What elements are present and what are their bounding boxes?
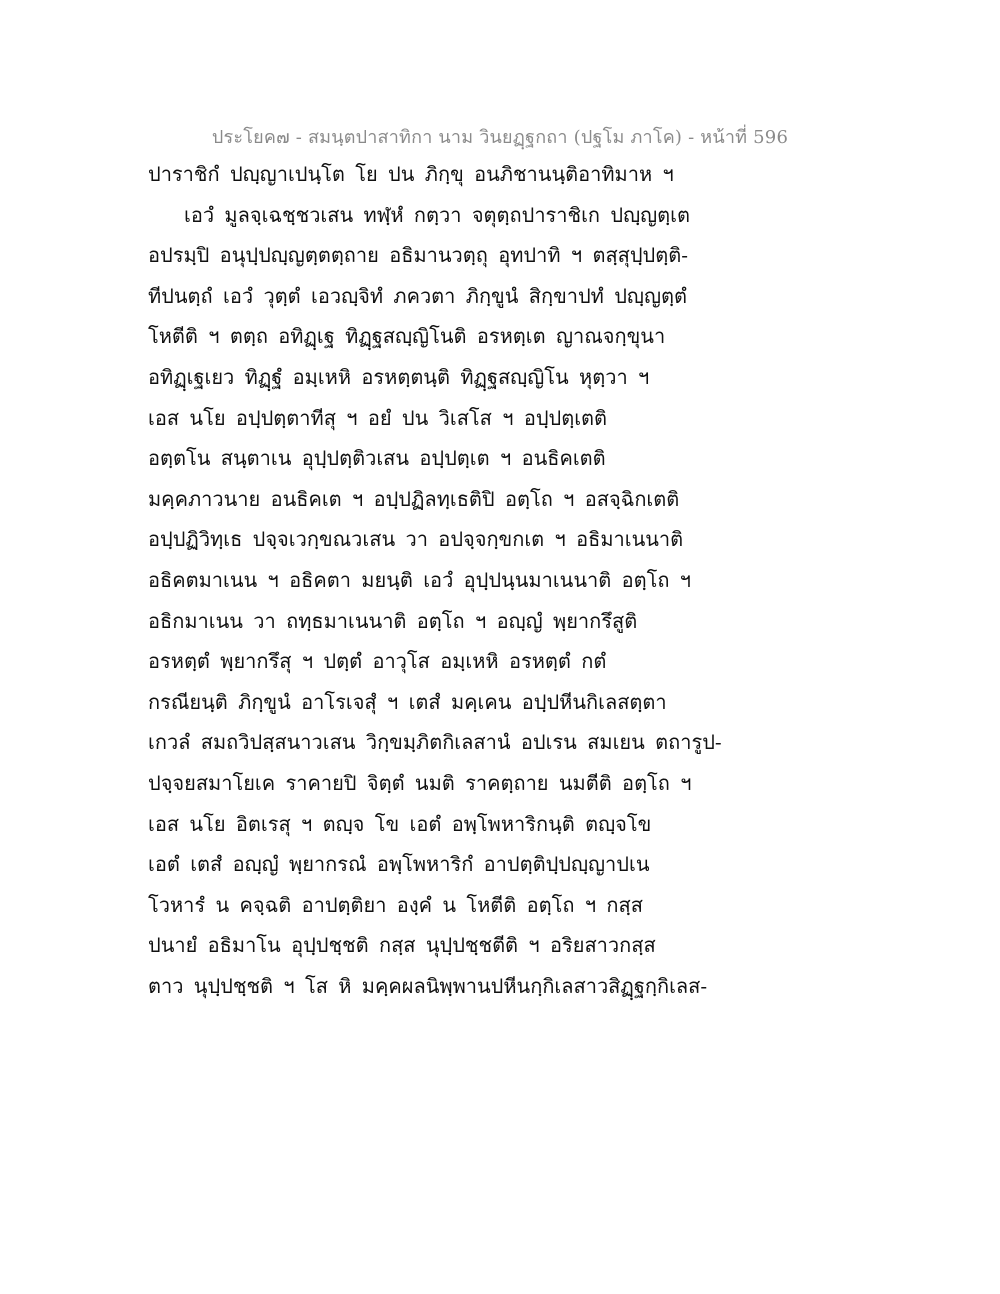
text-line: มคฺคภาวนาย อนธิคเต ฯ อปฺปฏิลทฺเธติปิ อตฺโถ ฯ อสจฺฉิกเตติ <box>148 486 680 511</box>
text-line: เอวํ มูลจฺเฉชฺชวเสน ทฬฺหํ กตฺวา จตุตฺถปาราชิเก ปญฺญตฺเต <box>184 202 690 227</box>
text-line: เอส นโย อิตเรสุ ฯ ตญฺจ โข เอตํ อพฺโพหาริกนฺติ ตญฺจโข <box>148 811 652 836</box>
text-line: ปนายํ อธิมาโน อุปฺปชฺชติ กสฺส นุปฺปชฺชตีติ ฯ อริยสาวกสฺส <box>148 933 656 958</box>
body-text <box>148 154 868 1006</box>
text-line: อตฺตโน สนฺตาเน อุปฺปตฺติวเสน อปฺปตฺเต ฯ อนธิคเตติ <box>148 446 606 471</box>
text-line: ปาราชิกํ ปญฺญาเปนฺโต โย ปน ภิกฺขุ อนภิชานนฺติอาทิมาห ฯ <box>148 162 674 186</box>
running-header: ประโยค๗ - สมนฺตปาสาทิกา นาม วินยฏฺฐกถา (ปฐโม ภาโค) - หน้าที่ 596 <box>211 127 789 148</box>
text-line: เอส นโย อปฺปตฺตาทีสุ ฯ อยํ ปน วิเสโส ฯ อปฺปตฺเตติ <box>148 405 608 430</box>
text-line: อรหตฺตํ พฺยากรึสุ ฯ ปตฺตํ อาวุโส อมฺเหหิ อรหตฺตํ กตํ <box>148 649 607 674</box>
text-line: โวหารํ น คจฺฉติ อาปตฺติยา องฺคํ น โหตีติ อตฺโถ ฯ กสฺส <box>148 892 643 917</box>
text-line: อทิฏฺเฐเยว ทิฏฺฐํ อมฺเหหิ อรหตฺตนฺติ ทิฏฺฐสญฺญิโน หุตฺวา ฯ <box>148 364 650 389</box>
text-line: อปฺปฏิวิทฺเธ ปจฺจเวกฺขณวเสน วา อปจฺจกฺขกเต ฯ อธิมาเนนาติ <box>148 527 684 552</box>
text-line: เกวลํ สมถวิปสฺสนาวเสน วิกฺขมฺภิตกิเลสานํ อปเรน สมเยน ตถารูป- <box>148 730 722 755</box>
text-line: ตาว นุปฺปชฺชติ ฯ โส หิ มคฺคผลนิพฺพานปหีนกฺกิเลสาวสิฏฺฐกฺกิเลส- <box>148 973 708 998</box>
text-line: กรณียนฺติ ภิกฺขูนํ อาโรเจสุํ ฯ เตสํ มคฺเคน อปฺปหีนกิเลสตฺตา <box>148 689 667 714</box>
text-line: อธิกมาเนน วา ถทฺธมาเนนาติ อตฺโถ ฯ อญฺญํ พฺยากรึสูติ <box>148 608 638 633</box>
text-line: เอตํ เตสํ อญฺญํ พฺยากรณํ อพฺโพหาริกํ อาปตฺติปฺปญฺญาปเน <box>148 852 650 877</box>
text-line: ปจฺจยสมาโยเค ราคายปิ จิตฺตํ นมติ ราคตฺถาย นมตีติ อตฺโถ ฯ <box>148 770 692 795</box>
text-line: อปรมฺปิ อนุปฺปญฺญตฺตตฺถาย อธิมานวตฺถุ อุทปาทิ ฯ ตสฺสุปฺปตฺติ- <box>148 243 688 268</box>
text-line: ทีปนตฺถํ เอวํ วุตฺตํ เอวญฺจิทํ ภควตา ภิกฺขูนํ สิกฺขาปทํ ปญฺญตฺตํ <box>148 283 687 308</box>
text-line: โหตีติ ฯ ตตฺถ อทิฏฺเฐ ทิฏฺฐสญฺญิโนติ อรหตฺเต ญาณจกฺขุนา <box>148 324 666 349</box>
text-line: อธิคตมาเนน ฯ อธิคตา มยนฺติ เอวํ อุปฺปนฺนมาเนนาติ อตฺโถ ฯ <box>148 567 692 592</box>
